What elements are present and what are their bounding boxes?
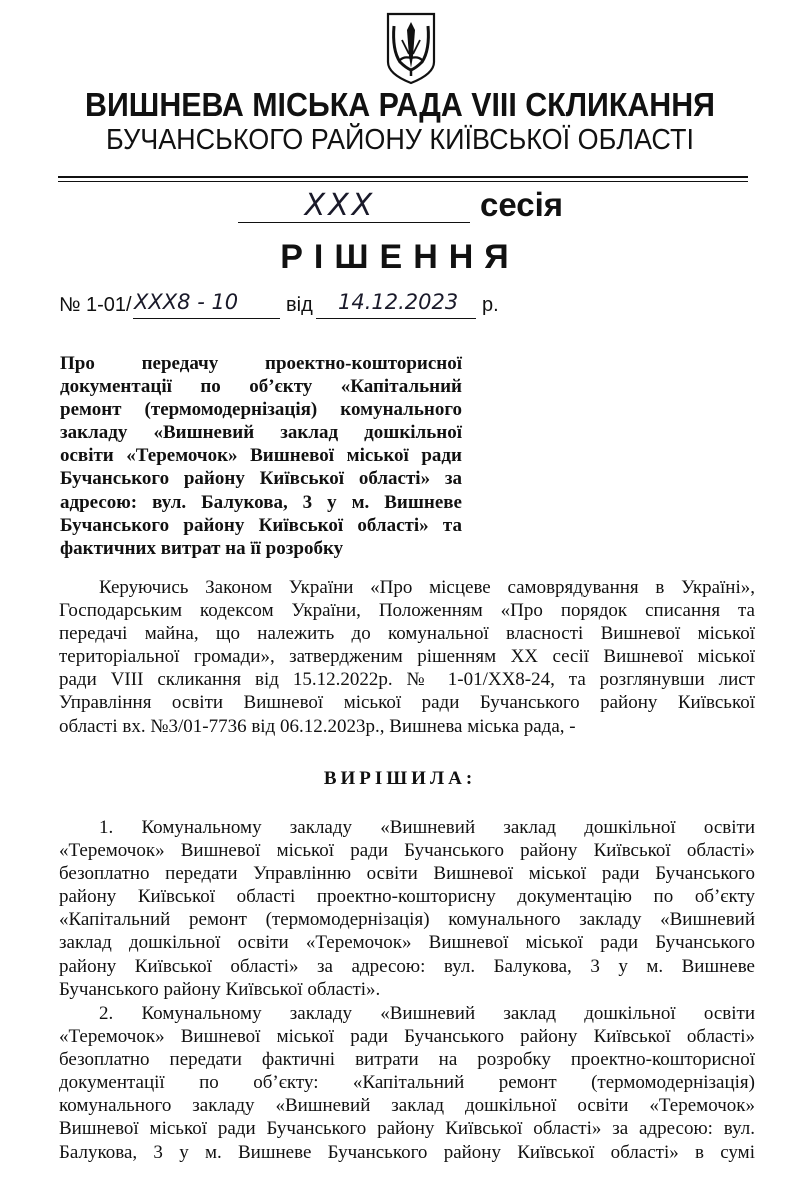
paragraph-line: Бучанського району Київської області».	[59, 978, 381, 1000]
resolution-item-2	[59, 1002, 755, 1164]
paragraph-line: безоплатно передати Управлінню освіти Вишневої міської ради Бучанського	[59, 863, 755, 885]
trident-emblem-icon	[382, 10, 440, 86]
paragraph-line: документації по об’єкту: «Капітальний ремонт (термомодернізація)	[59, 1072, 755, 1094]
subject-line: ремонт (термомодернізація) комунального	[60, 399, 462, 421]
subject-line: фактичних витрат на її розробку	[60, 537, 344, 559]
preamble-paragraph	[59, 576, 755, 738]
subject-line: документації по об’єкту «Капітальний	[60, 376, 462, 398]
paragraph-line: області вх. №3/01-7736 від 06.12.2023р., Вишнева міська рада, -	[59, 715, 576, 737]
paragraph-line: «Теремочок» Вишневої міської ради Бучанського району Київської області»	[59, 1026, 755, 1048]
subject-line: закладу «Вишневий заклад дошкільної	[60, 422, 462, 444]
date-label: від	[286, 294, 313, 316]
council-subtitle: БУЧАНСЬКОГО РАЙОНУ КИЇВСЬКОЇ ОБЛАСТІ	[106, 124, 694, 156]
session-number: XXX	[304, 188, 376, 223]
paragraph-line: Управління освіти Вишневої міської ради Бучанського району Київської	[59, 692, 755, 714]
paragraph-line: заклад дошкільної освіти «Теремочок» Вишневої міської ради Бучанського	[59, 932, 755, 954]
decision-number: XXX8 - 10	[134, 290, 239, 314]
date-suffix: р.	[482, 294, 499, 316]
council-title: ВИШНЕВА МІСЬКА РАДА VIII СКЛИКАННЯ	[85, 86, 715, 123]
subject-line: Бучанського району Київської області» за	[60, 468, 462, 490]
paragraph-line: комунального закладу «Вишневий заклад дошкільної освіти «Теремочок»	[59, 1095, 755, 1117]
subject-line: освіти «Теремочок» Вишневої міської ради	[60, 445, 462, 467]
session-underline	[238, 222, 470, 223]
paragraph-line: територіальної громади», затвердженим рішенням XX сесії Вишневої міської	[59, 646, 755, 668]
header-divider-thin	[58, 181, 748, 182]
decision-subject	[60, 352, 462, 560]
subject-line: Про передачу проектно-кошторисної	[60, 353, 462, 374]
paragraph-line: Господарським кодексом України, Положенням «Про порядок списання та	[59, 600, 755, 622]
paragraph-line: району Київської області проектно-кошторисну документацію по об’єкту	[59, 886, 755, 908]
header-divider	[58, 176, 748, 178]
session-label: сесія	[480, 186, 564, 223]
decision-date: 14.12.2023	[338, 290, 459, 314]
decision-date-underline	[316, 318, 476, 319]
decision-number-prefix: № 1-01/	[59, 294, 132, 316]
paragraph-line: 2. Комунальному закладу «Вишневий заклад дошкільної освіти	[99, 1003, 755, 1024]
paragraph-line: передачі майна, що належить до комунальної власності Вишневої міської	[59, 623, 755, 645]
paragraph-line: Керуючись Законом України «Про місцеве самоврядування в Україні»,	[99, 577, 755, 598]
paragraph-line: «Теремочок» Вишневої міської ради Бучанського району Київської області»	[59, 840, 755, 862]
resolution-item-1	[59, 816, 755, 1001]
paragraph-line: безоплатно передати фактичні витрати на розробку проектно-кошторисної	[59, 1049, 755, 1071]
subject-line: Бучанського району Київської області» та	[60, 514, 462, 536]
decision-title: РІШЕННЯ	[280, 238, 520, 276]
paragraph-line: ради VIII скликання від 15.12.2022р. № 1-01/XX8-24, та розглянувши лист	[59, 669, 755, 691]
resolved-heading: ВИРІШИЛА:	[323, 768, 477, 789]
paragraph-line: 1. Комунальному закладу «Вишневий заклад дошкільної освіти	[99, 817, 755, 838]
decision-number-underline	[133, 318, 280, 319]
paragraph-line: району Київської області» за адресою: вул. Балукова, 3 у м. Вишневе	[59, 955, 755, 977]
paragraph-line: Вишневої міської ради Бучанського району Київської області» за адресою: вул.	[59, 1118, 755, 1140]
paragraph-line: «Капітальний ремонт (термомодернізація) комунального закладу «Вишневий	[59, 909, 755, 931]
subject-line: адресою: вул. Балукова, 3 у м. Вишневе	[60, 491, 462, 513]
paragraph-line: Балукова, 3 у м. Вишневе Бучанського району Київської області» в сумі	[59, 1141, 755, 1163]
